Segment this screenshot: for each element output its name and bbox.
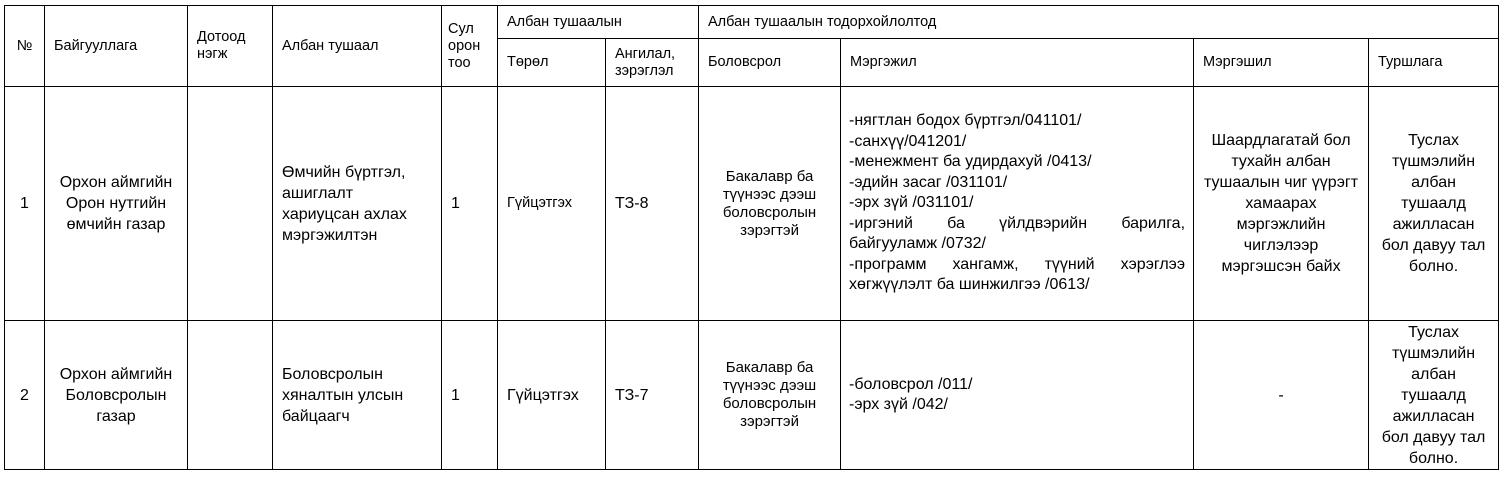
row-no: 2 bbox=[5, 321, 45, 470]
row-specialization: - bbox=[1194, 321, 1369, 470]
row-professions bbox=[841, 87, 1194, 321]
table-row bbox=[5, 87, 1499, 321]
row-no: 1 bbox=[5, 87, 45, 321]
row-education: Бакалавр ба түүнээс дээш боловсролын зэрэгтэй bbox=[699, 87, 841, 321]
profession-item: -санхүү/041201/ bbox=[849, 132, 967, 150]
header-position-group: Албан тушаалын bbox=[498, 6, 699, 39]
header-experience: Туршлага bbox=[1369, 39, 1499, 87]
header-no: № bbox=[5, 6, 45, 87]
row-rank: ТЗ-7 bbox=[606, 321, 699, 470]
row-position: Боловсролын хяналтын улсын байцаагч bbox=[273, 321, 442, 470]
row-experience: Туслах түшмэлийн албан тушаалд ажилласан бол давуу тал болно. bbox=[1369, 87, 1499, 321]
profession-item: -эдийн засаг /031101/ bbox=[849, 173, 1008, 191]
row-unit bbox=[188, 321, 273, 470]
profession-item: -эрх зүй /031101/ bbox=[849, 194, 974, 212]
row-organization: Орхон аймгийн Боловсролын газар bbox=[45, 321, 188, 470]
row-organization: Орхон аймгийн Орон нутгийн өмчийн газар bbox=[45, 87, 188, 321]
profession-item: -нягтлан бодох бүртгэл/041101/ bbox=[849, 112, 1082, 130]
header-row-top bbox=[5, 6, 1499, 39]
row-unit bbox=[188, 87, 273, 321]
header-vacancies: Сул орон тоо bbox=[442, 6, 498, 87]
header-unit: Дотоод нэгж bbox=[188, 6, 273, 87]
table-row bbox=[5, 321, 1499, 470]
row-type: Гүйцэтгэх bbox=[498, 87, 606, 321]
profession-item: -программ хангамж, түүний хэрэглээ хөгжүүлэлт ба шинжилгээ /0613/ bbox=[849, 255, 1186, 294]
row-vacancies: 1 bbox=[442, 87, 498, 321]
profession-item: -менежмент ба удирдахуй /0413/ bbox=[849, 153, 1092, 171]
header-rank: Ангилал, зэрэглэл bbox=[606, 39, 699, 87]
vacancy-table bbox=[4, 5, 1499, 470]
profession-item: -боловсрол /011/ bbox=[849, 375, 973, 393]
header-organization: Байгууллага bbox=[45, 6, 188, 87]
row-type: Гүйцэтгэх bbox=[498, 321, 606, 470]
header-requirements-group: Албан тушаалын тодорхойлолтод bbox=[699, 6, 1499, 39]
header-position: Албан тушаал bbox=[273, 6, 442, 87]
header-profession: Мэргэжил bbox=[841, 39, 1194, 87]
row-position: Өмчийн бүртгэл, ашиглалт хариуцсан ахлах мэргэжилтэн bbox=[273, 87, 442, 321]
header-specialization: Мэргэшил bbox=[1194, 39, 1369, 87]
row-rank: ТЗ-8 bbox=[606, 87, 699, 321]
header-education: Боловсрол bbox=[699, 39, 841, 87]
row-professions bbox=[841, 321, 1194, 470]
row-education: Бакалавр ба түүнээс дээш боловсролын зэрэгтэй bbox=[699, 321, 841, 470]
row-experience: Туслах түшмэлийн албан тушаалд ажилласан бол давуу тал болно. bbox=[1369, 321, 1499, 470]
row-specialization: Шаардлагатай бол тухайн албан тушаалын чиг үүрэгт хамаарах мэргэжлийн чиглэлээр мэргэшсэн байх bbox=[1194, 87, 1369, 321]
profession-item: -иргэний ба үйлдвэрийн барилга, байгууламж /0732/ bbox=[849, 214, 1186, 253]
row-vacancies: 1 bbox=[442, 321, 498, 470]
header-type: Төрөл bbox=[498, 39, 606, 87]
profession-item: -эрх зүй /042/ bbox=[849, 396, 948, 413]
